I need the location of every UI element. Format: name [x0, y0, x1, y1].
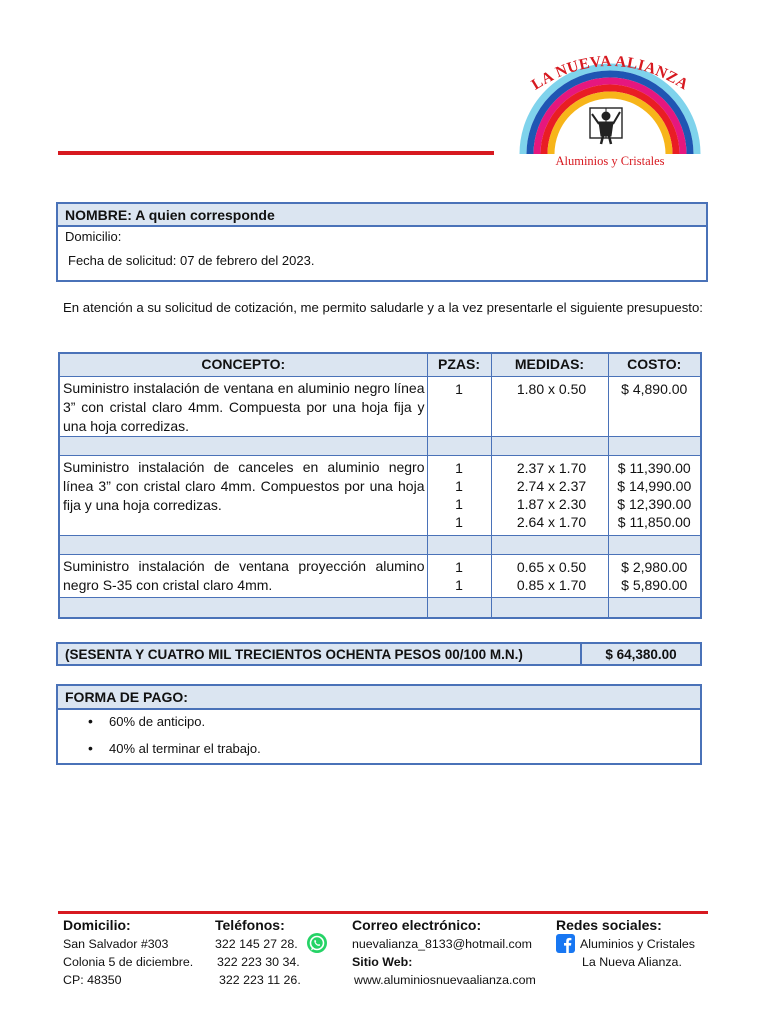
table-row [59, 376, 701, 436]
footer-email-title: Correo electrónico: [352, 917, 482, 933]
intro-text: En atención a su solicitud de cotización, me permito saludarle y a la vez presentarle el siguiente presupuesto: [63, 300, 703, 315]
quote-table [58, 352, 702, 619]
footer-address [63, 916, 193, 989]
footer-address-title: Domicilio: [63, 917, 131, 933]
item-measures [491, 554, 608, 597]
measure-value: 1.87 x 2.30 [516, 495, 587, 512]
cost-value: $ 2,980.00 [621, 558, 688, 575]
quote-header-row [59, 353, 701, 376]
cost-value: $ 11,850.00 [617, 513, 691, 530]
company-logo [510, 48, 710, 173]
recipient-name: NOMBRE: A quien corresponde [58, 204, 706, 227]
item-costs [608, 554, 701, 597]
footer-social-line[interactable]: Aluminios y Cristales [580, 937, 695, 951]
piece-count: 1 [455, 477, 463, 494]
header-red-rule [58, 151, 494, 155]
footer-phones-title: Teléfonos: [215, 917, 285, 933]
item-pieces [427, 455, 491, 535]
measure-value: 0.65 x 0.50 [516, 558, 587, 575]
piece-count: 1 [455, 513, 463, 530]
measure-value: 2.74 x 2.37 [516, 477, 587, 494]
footer-web-title: Sitio Web: [352, 955, 413, 969]
recipient-address-label: Domicilio: [65, 229, 122, 244]
item-measures [491, 376, 608, 436]
logo-brand: LA NUEVA ALIANZA [528, 52, 692, 94]
item-pieces [427, 376, 491, 436]
table-row [59, 554, 701, 597]
request-date: Fecha de solicitud: 07 de febrero del 2023. [68, 253, 315, 268]
table-row [59, 455, 701, 535]
payment-box [56, 684, 702, 765]
cost-value: $ 5,890.00 [621, 576, 688, 593]
separator-row [59, 535, 701, 554]
total-in-words: (SESENTA Y CUATRO MIL TRECIENTOS OCHENTA PESOS 00/100 M.N.) [58, 644, 582, 664]
footer-red-rule [58, 911, 708, 914]
footer-email[interactable]: nuevalianza_8133@hotmail.com [352, 937, 532, 951]
logo-tagline: Aluminios y Cristales [555, 154, 665, 168]
piece-count: 1 [455, 495, 463, 512]
header-concept: CONCEPTO: [59, 353, 427, 376]
payment-term: • 40% al terminar el trabajo. [88, 741, 700, 768]
footer-social [556, 916, 695, 971]
footer-website[interactable]: www.aluminiosnuevaalianza.com [354, 973, 536, 987]
footer-phones [215, 916, 301, 989]
footer-address-line: CP: 48350 [63, 973, 122, 987]
piece-count: 1 [455, 558, 463, 575]
item-costs [608, 376, 701, 436]
footer-contact [352, 916, 536, 989]
payment-term: • 60% de anticipo. [88, 714, 700, 741]
measure-value: 2.64 x 1.70 [516, 513, 587, 530]
footer-address-line: San Salvador #303 [63, 937, 169, 951]
item-pieces [427, 554, 491, 597]
facebook-icon[interactable] [556, 934, 575, 953]
separator-row [59, 436, 701, 455]
whatsapp-icon [306, 932, 328, 954]
cost-value: $ 12,390.00 [617, 495, 692, 512]
header-pieces: PZAS: [427, 353, 491, 376]
item-costs [608, 455, 701, 535]
header-measures: MEDIDAS: [491, 353, 608, 376]
item-concept: Suministro instalación de canceles en aluminio negro línea 3” con cristal claro 4mm. Compuestos por una hoja fija y una hoja corredizas. [59, 455, 427, 535]
total-amount: $ 64,380.00 [605, 647, 677, 662]
footer-phone[interactable]: 322 145 27 28. [215, 937, 298, 951]
footer-social-line[interactable]: La Nueva Alianza. [582, 955, 682, 969]
footer-address-line: Colonia 5 de diciembre. [63, 955, 194, 969]
recipient-box [56, 202, 708, 282]
payment-title: FORMA DE PAGO: [58, 686, 700, 710]
payment-terms-list [58, 714, 700, 768]
item-measures [491, 455, 608, 535]
separator-row [59, 597, 701, 618]
footer-phone[interactable]: 322 223 11 26. [219, 973, 301, 987]
cost-value: $ 14,990.00 [617, 477, 692, 494]
piece-count: 1 [455, 576, 463, 593]
header-cost: COSTO: [608, 353, 701, 376]
measure-value: 2.37 x 1.70 [516, 459, 587, 476]
item-concept: Suministro instalación de ventana proyección alumino negro S-35 con cristal claro 4mm. [59, 554, 427, 597]
worker-figure [590, 108, 622, 144]
piece-count: 1 [455, 380, 463, 397]
cost-value: $ 4,890.00 [621, 380, 688, 397]
cost-value: $ 11,390.00 [617, 459, 691, 476]
piece-count: 1 [455, 459, 463, 476]
total-bar [56, 642, 702, 666]
footer-social-title: Redes sociales: [556, 917, 662, 933]
footer-phone[interactable]: 322 223 30 34. [217, 955, 300, 969]
measure-value: 0.85 x 1.70 [516, 576, 587, 593]
measure-value: 1.80 x 0.50 [516, 380, 587, 397]
item-concept: Suministro instalación de ventana en aluminio negro línea 3” con cristal claro 4mm. Compuesta por una hoja fija y una hoja corredizas. [59, 376, 427, 436]
